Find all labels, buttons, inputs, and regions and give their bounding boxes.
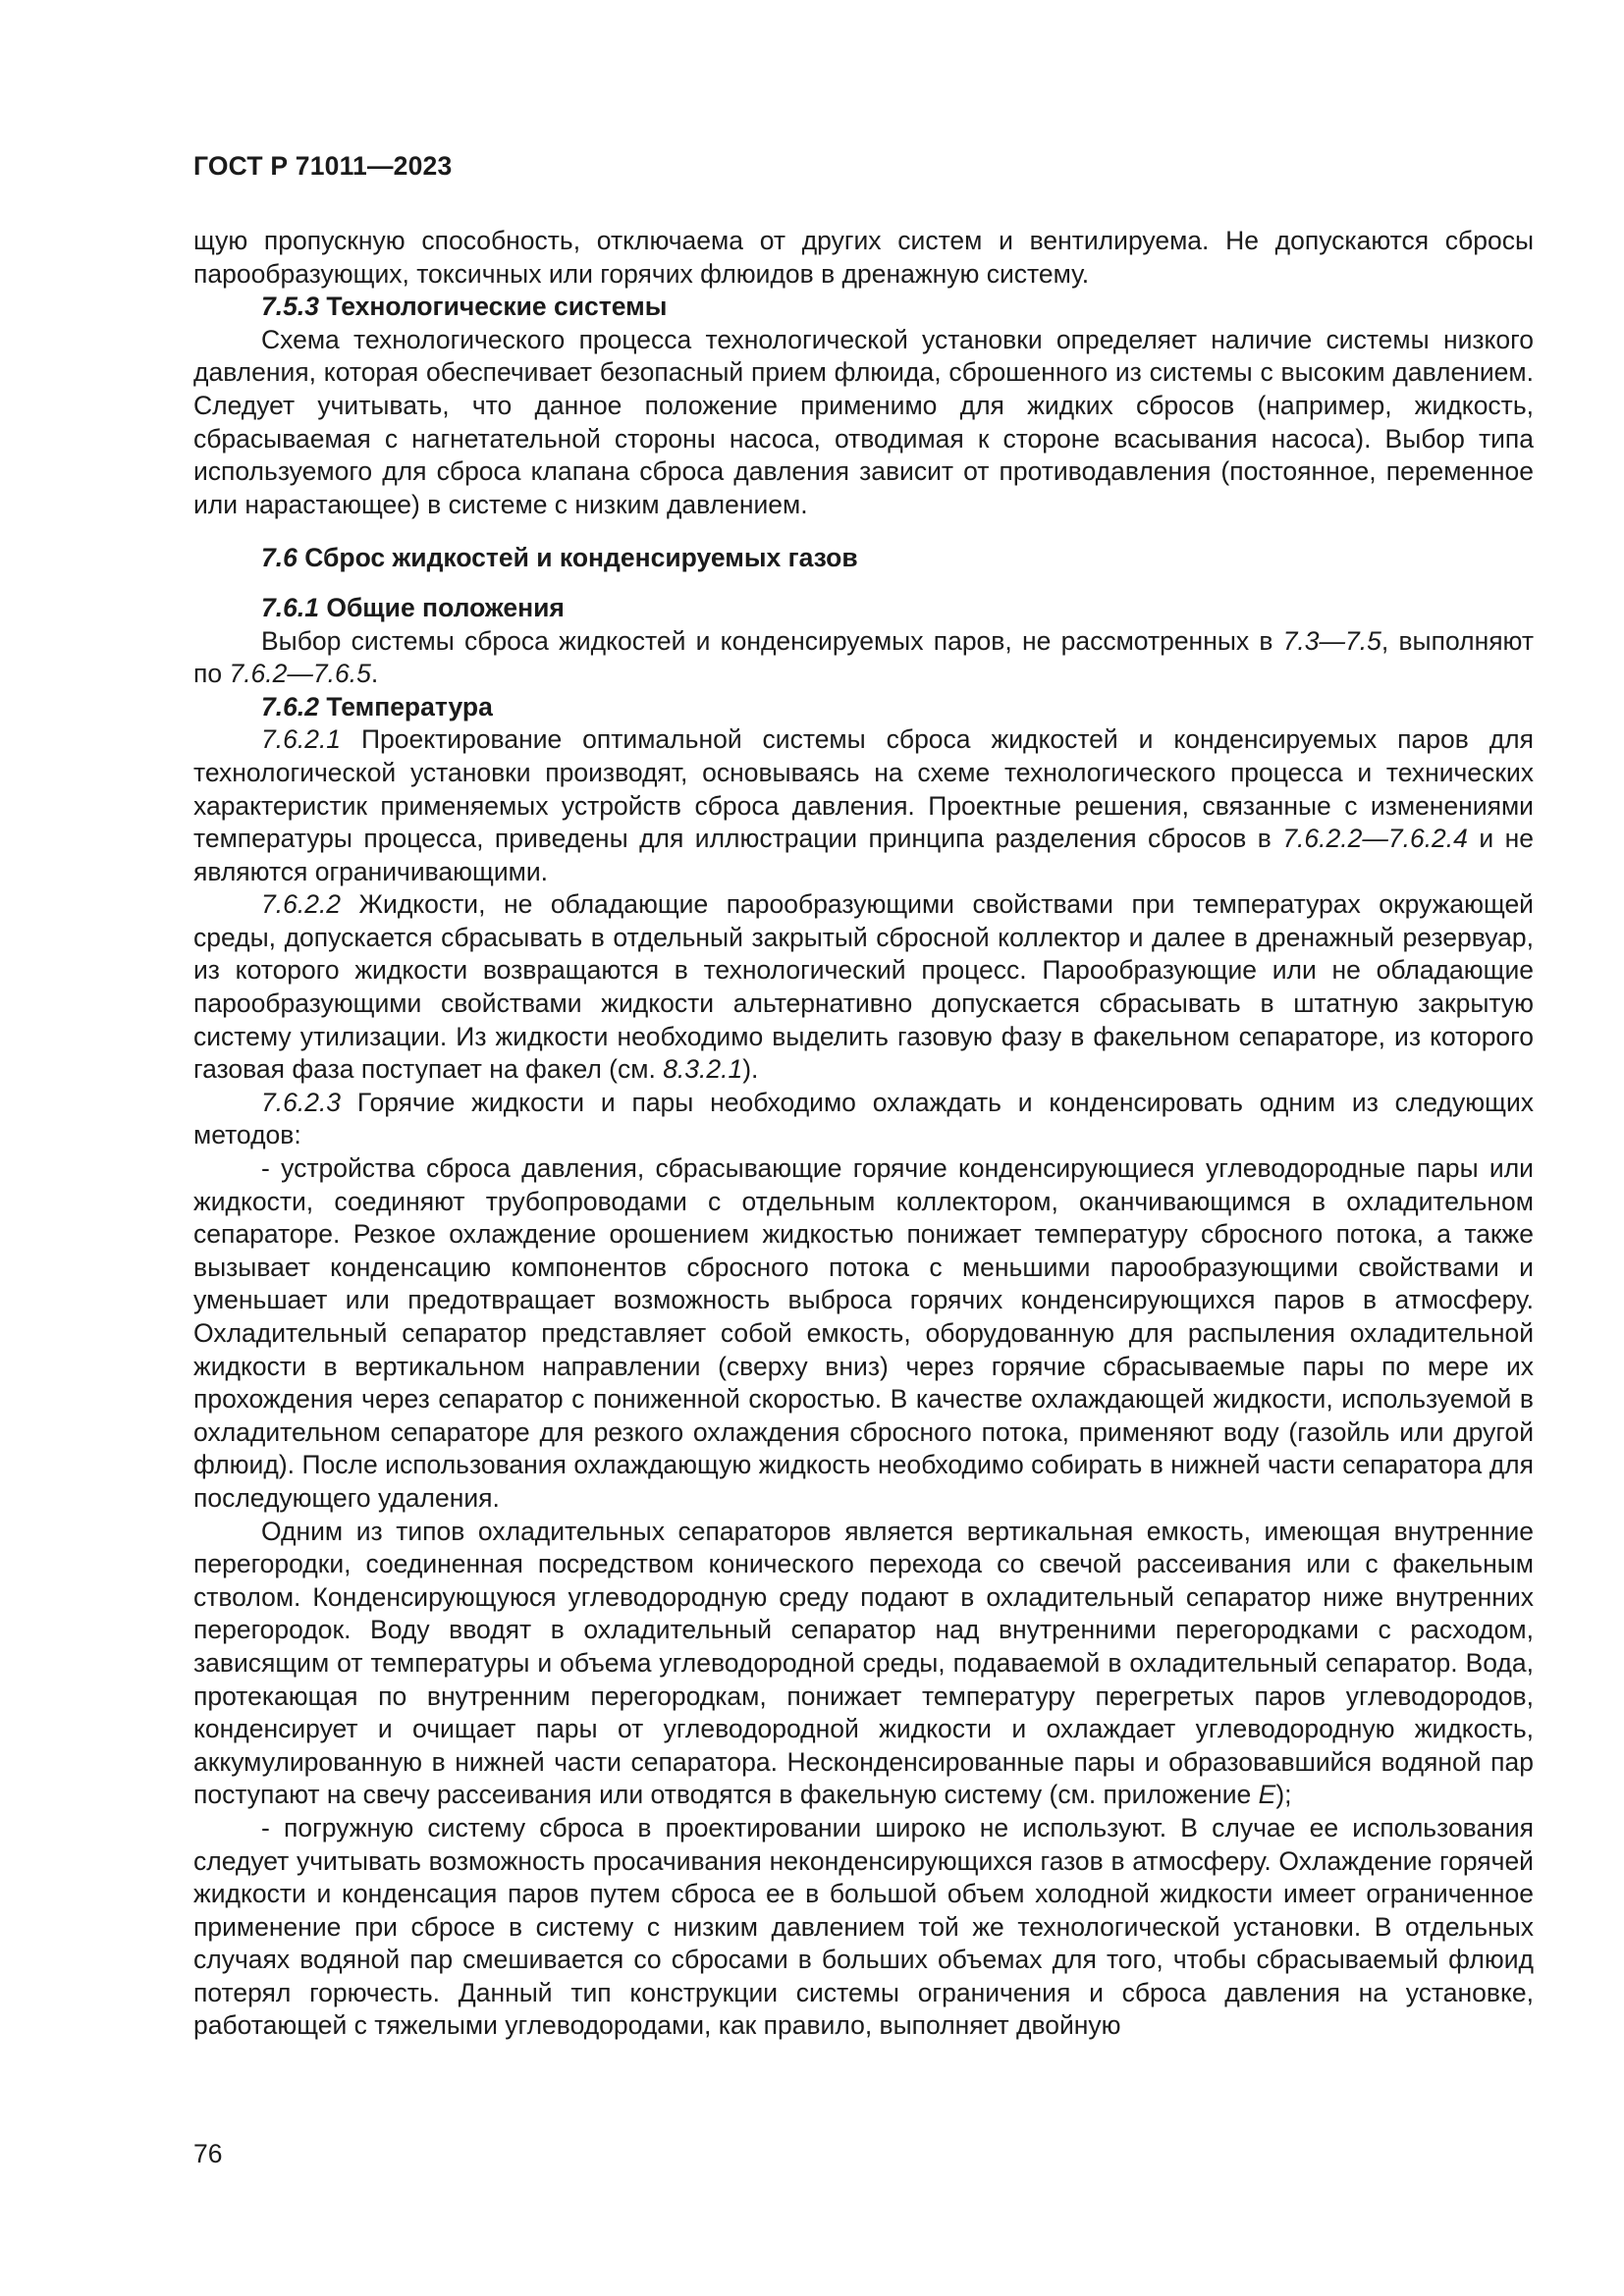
section-7-6-1-paragraph bbox=[193, 625, 1534, 691]
cross-reference: 7.6.2.2—7.6.2.4 bbox=[1282, 824, 1468, 854]
section-number: 7.6.1 bbox=[261, 592, 319, 622]
text-run: Проектирование оптимальной системы сброса жидкостей и конденсируемых паров для технологической установки производят, основываясь на схеме технологического процесса и технических характеристик применяемых устройств сброса давления. Проектные решения, связанные с изменениями температуры процесса, приведены для иллюстрации принципа разделения сбросов в bbox=[193, 724, 1534, 854]
section-7-5-3-paragraph: Схема технологического процесса технологической установки определяет наличие системы низкого давления, которая обеспечивает безопасный прием флюида, сброшенного из системы с высоким давлением. Следует учитывать, что данное положение применимо для жидких сбросов (например, жидкость, сбрасываемая с нагнетательной стороны насоса, отводимая к стороне всасывания насоса). Выбор типа используемого для сброса клапана сброса давления зависит от противодавления (постоянное, переменное или нарастающее) в системе с низким давлением. bbox=[193, 324, 1534, 519]
text-run: ); bbox=[1275, 1780, 1292, 1810]
clause-7-6-2-3-paragraph bbox=[193, 1087, 1534, 1152]
text-run: . bbox=[370, 659, 379, 689]
clause-7-6-2-2-paragraph bbox=[193, 888, 1534, 1087]
cross-reference: 7.6.2—7.6.5 bbox=[229, 659, 371, 689]
clause-number: 7.6.2.2 bbox=[261, 889, 342, 920]
section-7-6-1-heading bbox=[193, 592, 1534, 625]
cross-reference: 8.3.2.1 bbox=[663, 1054, 743, 1085]
clause-7-6-2-1-paragraph bbox=[193, 723, 1534, 888]
section-number: 7.6 bbox=[261, 543, 298, 573]
text-run: ). bbox=[742, 1054, 759, 1085]
section-7-6-2-heading bbox=[193, 691, 1534, 724]
text-run: и не являются ограничивающими. bbox=[193, 824, 1534, 886]
list-item-submerged-system: - погружную систему сброса в проектировании широко не используют. В случае ее использования следует учитывать возможность просачивания неконденсирующихся газов в атмосферу. Охлаждение горячей жидкости и конденсация паров путем сброса ее в большой объем холодной жидкости имеет ограниченное применение при сбросе в систему с низким давлением той же технологической установки. В отдельных случаях водяной пар смешивается со сбросами в больших объемах для того, чтобы сбрасываемый флюид потерял горючесть. Данный тип конструкции системы ограничения и сброса давления на установке, работающей с тяжелыми углеводородами, как правило, выполняет двойную bbox=[193, 1812, 1534, 2041]
page-number: 76 bbox=[193, 2139, 223, 2168]
cross-reference: 7.3—7.5 bbox=[1282, 625, 1381, 656]
clause-number: 7.6.2.1 bbox=[261, 724, 342, 755]
text-run: Выбор системы сброса жидкостей и конденсируемых паров, не рассмотренных в bbox=[261, 625, 1283, 656]
text-run: Горячие жидкости и пары необходимо охлаждать и конденсировать одним из следующих методов: bbox=[193, 1087, 1534, 1150]
section-7-5-3-heading bbox=[193, 291, 1534, 324]
text-run: , выполняют по bbox=[193, 625, 1534, 689]
cross-reference: Е bbox=[1258, 1780, 1276, 1810]
section-title: Температура bbox=[326, 691, 493, 721]
document-code-header: ГОСТ Р 71011—2023 bbox=[193, 151, 453, 181]
text-run: Жидкости, не обладающие парообразующими свойствами при температурах окружающей среды, допускается сбрасывать в отдельный закрытый сбросной коллектор и далее в дренажный резервуар, из которого жидкости возвращаются в технологический процесс. Парообразующие или не обладающие парообразующими свойствами жидкости альтернативно допускается сбрасывать в штатную закрытую систему утилизации. Из жидкости необходимо выделить газовую фазу в факельном сепараторе, из которого газовая фаза поступает на факел (см. bbox=[193, 889, 1534, 1085]
section-7-6-heading bbox=[193, 542, 1534, 575]
continuation-paragraph: щую пропускную способность, отключаема от других систем и вентилируема. Не допускаются сбросы парообразующих, токсичных или горячих флюидов в дренажную систему. bbox=[193, 226, 1534, 289]
section-number: 7.6.2 bbox=[261, 691, 319, 721]
clause-number: 7.6.2.3 bbox=[261, 1087, 342, 1117]
separator-types-paragraph bbox=[193, 1516, 1534, 1812]
section-number: 7.5.3 bbox=[261, 292, 319, 322]
document-body bbox=[193, 225, 1534, 2043]
list-item-quench-separator: - устройства сброса давления, сбрасывающие горячие конденсирующиеся углеводородные пары или жидкости, соединяют трубопроводами с отдельным коллектором, оканчивающимся в охладительном сепараторе. Резкое охлаждение орошением жидкостью понижает температуру сбросного потока, а также вызывает конденсацию компонентов сбросного потока с меньшими парообразующими свойствами и уменьшает или предотвращает возможность выброса горячих конденсирующихся паров в атмосферу. Охладительный сепаратор представляет собой емкость, оборудованную для распыления охладительной жидкости в вертикальном направлении (сверху вниз) через горячие сбрасываемые пары по мере их прохождения через сепаратор с пониженной скоростью. В качестве охлаждающей жидкости, используемой в охладительном сепараторе для резкого охлаждения сбросного потока, применяют воду (газойль или другой флюид). После использования охлаждающую жидкость необходимо собирать в нижней части сепаратора для последующего удаления. bbox=[193, 1153, 1534, 1513]
section-title: Сброс жидкостей и конденсируемых газов bbox=[304, 543, 858, 573]
section-title: Технологические системы bbox=[326, 292, 668, 322]
text-run: Одним из типов охладительных сепараторов является вертикальная емкость, имеющая внутренние перегородки, соединенная посредством конического перехода со свечой рассеивания или с факельным стволом. Конденсирующуюся углеводородную среду подают в охладительный сепаратор ниже внутренних перегородок. Воду вводят в охладительный сепаратор над внутренними перегородками с расходом, зависящим от температуры и объема углеводородной среды, подаваемой в охладительный сепаратор. Вода, протекающая по внутренним перегородкам, понижает температуру перегретых паров углеводородов, конденсирует и очищает пары от углеводородной жидкости и охлаждает углеводородную жидкость, аккумулированную в нижней части сепаратора. Несконденсированные пары и образовавшийся водяной пар поступают на свечу рассеивания или отводятся в факельную систему (см. приложение bbox=[193, 1516, 1534, 1810]
section-title: Общие положения bbox=[326, 592, 565, 622]
